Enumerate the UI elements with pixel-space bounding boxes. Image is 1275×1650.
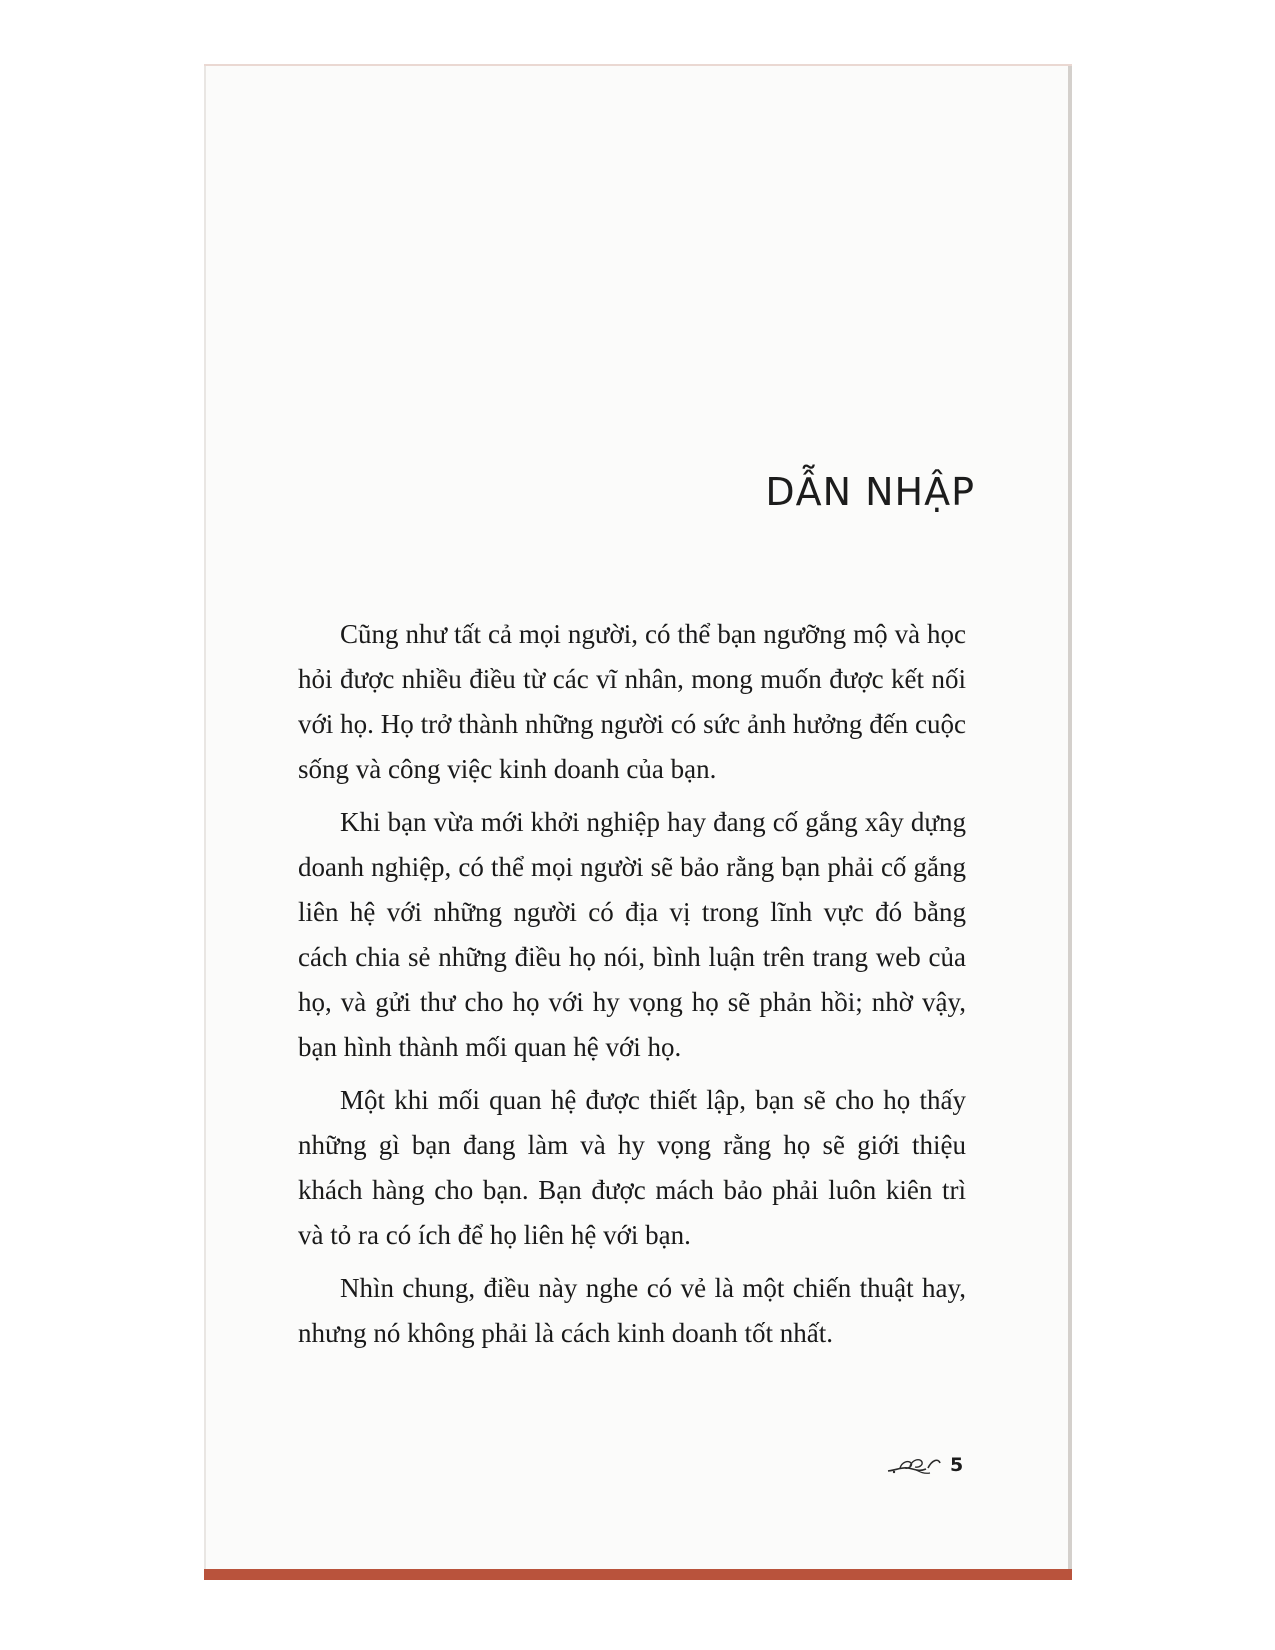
body-text [298,612,966,1364]
page-folio [886,1454,963,1476]
paragraph-1: Cũng như tất cả mọi người, có thể bạn ngưỡng mộ và học hỏi được nhiều điều từ các vĩ nhân, mong muốn được kết nối với họ. Họ trở thành những người có sức ảnh hưởng đến cuộc sống và công việc kinh doanh của bạn. [298,619,966,784]
book-bottom-edge [204,1569,1072,1580]
floral-ornament-icon [886,1454,944,1476]
paragraph-3: Một khi mối quan hệ được thiết lập, bạn sẽ cho họ thấy những gì bạn đang làm và hy vọng rằng họ sẽ giới thiệu khách hàng cho bạn. Bạn được mách bảo phải luôn kiên trì và tỏ ra có ích để họ liên hệ với bạn. [298,1085,966,1250]
page-number: 5 [950,1454,964,1476]
paragraph-4: Nhìn chung, điều này nghe có vẻ là một chiến thuật hay, nhưng nó không phải là cách kinh doanh tốt nhất. [298,1273,966,1348]
chapter-title: DẪN NHẬP [765,470,975,514]
paragraph-2: Khi bạn vừa mới khởi nghiệp hay đang cố gắng xây dựng doanh nghiệp, có thể mọi người sẽ bảo rằng bạn phải cố gắng liên hệ với những người có địa vị trong lĩnh vực đó bằng cách chia sẻ những điều họ nói, bình luận trên trang web của họ, và gửi thư cho họ với hy vọng họ sẽ phản hồi; nhờ vậy, bạn hình thành mối quan hệ với họ. [298,807,966,1062]
page-right-edge [1068,66,1072,1572]
